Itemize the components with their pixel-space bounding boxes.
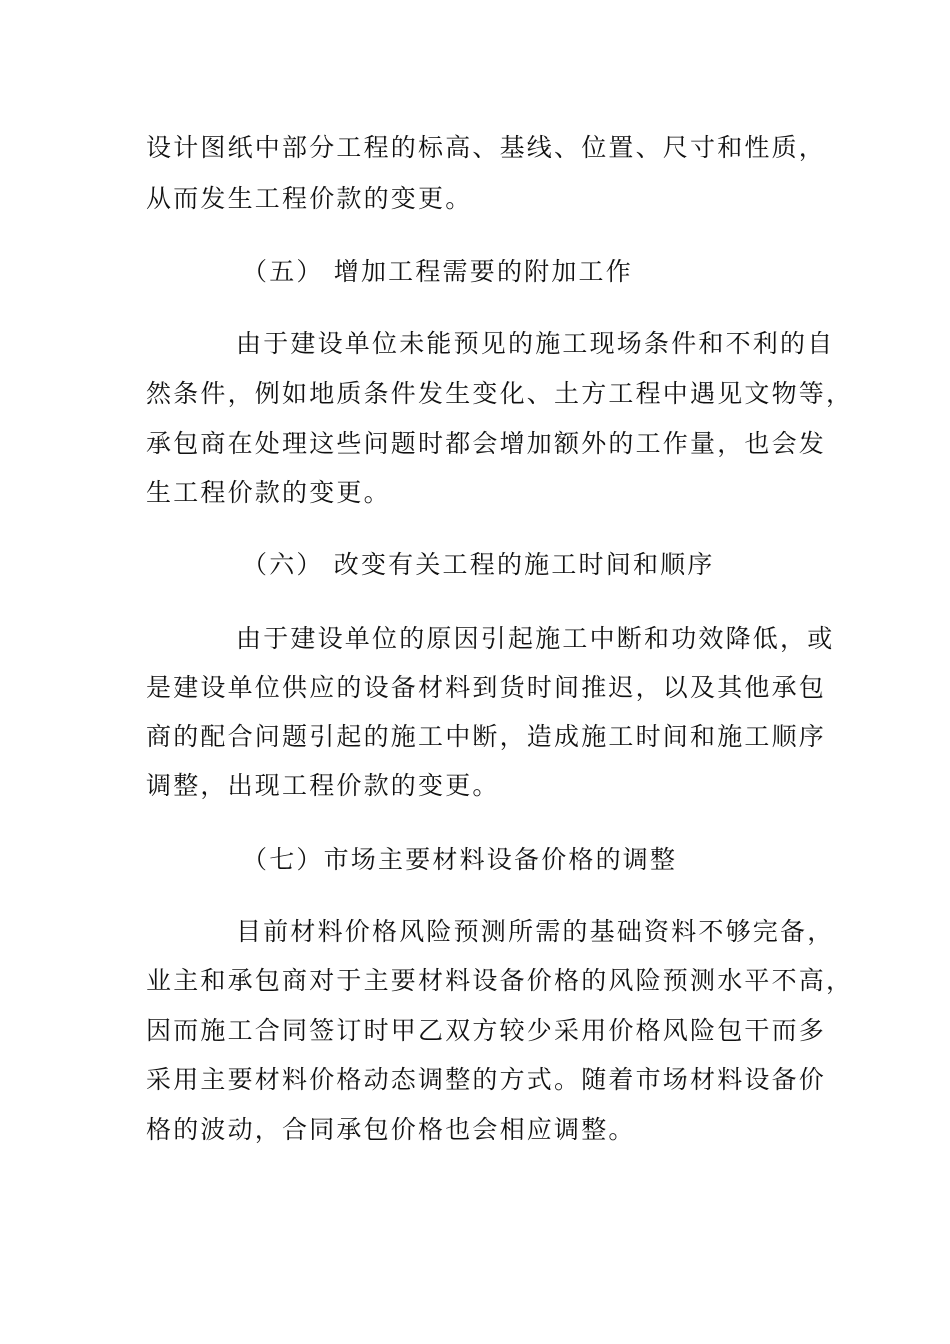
paragraph-line: 生工程价款的变更。 [146, 478, 391, 507]
paragraph-line: 因而施工合同签订时甲乙双方较少采用价格风险包干而多 [146, 1016, 827, 1045]
paragraph-line: 由于建设单位未能预见的施工现场条件和不利的自 [236, 329, 835, 358]
paragraph-line: 由于建设单位的原因引起施工中断和功效降低，或 [236, 624, 835, 653]
paragraph-line: 格的波动，合同承包价格也会相应调整。 [146, 1115, 636, 1144]
paragraph-line: 商的配合问题引起的施工中断，造成施工时间和施工顺序 [146, 722, 827, 751]
section-heading-7: （七）市场主要材料设备价格的调整 [242, 845, 678, 874]
paragraph-line: 调整，出现工程价款的变更。 [146, 771, 500, 800]
section-heading-5: （五） 增加工程需要的附加工作 [242, 257, 633, 286]
paragraph-line: 承包商在处理这些问题时都会增加额外的工作量，也会发 [146, 429, 827, 458]
paragraph-line: 设计图纸中部分工程的标高、基线、位置、尺寸和性质， [146, 133, 827, 162]
paragraph-line: 然条件，例如地质条件发生变化、土方工程中遇见文物等， [146, 379, 854, 408]
paragraph-line: 采用主要材料价格动态调整的方式。随着市场材料设备价 [146, 1065, 827, 1094]
section-heading-6: （六） 改变有关工程的施工时间和顺序 [242, 550, 715, 579]
paragraph-line: 业主和承包商对于主要材料设备价格的风险预测水平不高， [146, 966, 854, 995]
paragraph-line: 目前材料价格风险预测所需的基础资料不够完备， [236, 917, 835, 946]
paragraph-line: 从而发生工程价款的变更。 [146, 184, 473, 213]
paragraph-line: 是建设单位供应的设备材料到货时间推迟，以及其他承包 [146, 673, 827, 702]
